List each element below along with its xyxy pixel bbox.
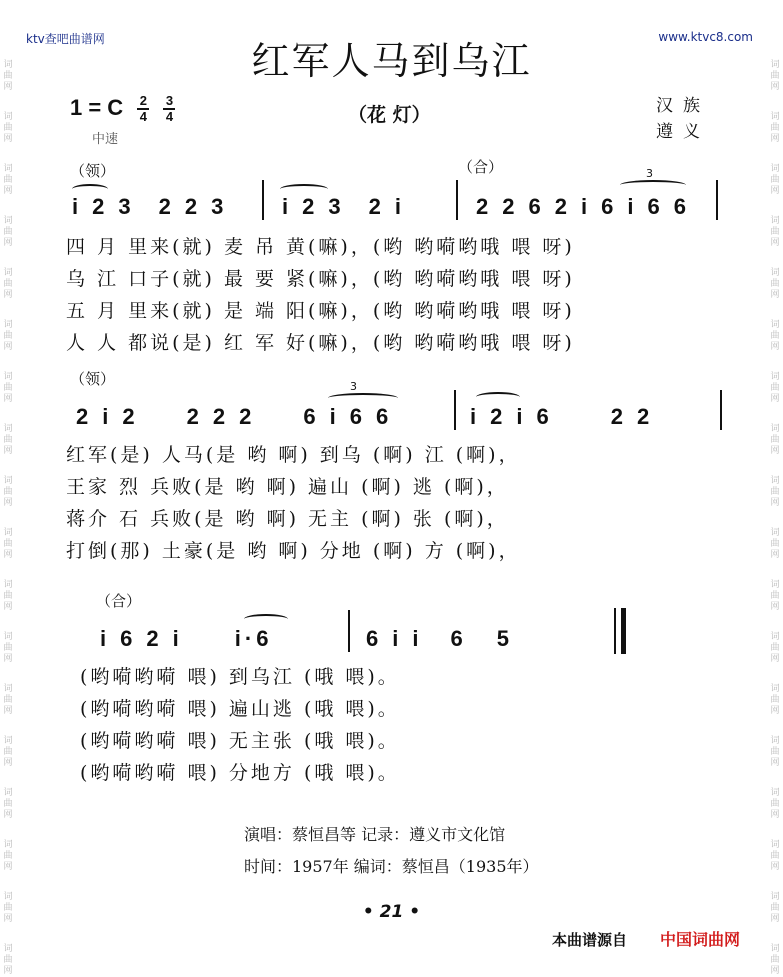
watermark-text: 词 曲 网 [3, 840, 13, 872]
watermark-text: 词 曲 网 [3, 112, 13, 144]
slur-mark [328, 393, 398, 403]
origin-ethnicity: 汉族 [656, 96, 710, 116]
watermark-text: 词 曲 网 [770, 216, 780, 248]
song-subtitle: （花 灯） [348, 104, 431, 126]
triplet-mark: 3 [646, 167, 653, 180]
watermark-text: 词 曲 网 [3, 892, 13, 924]
song-title: 红军人马到乌江 [251, 39, 532, 83]
watermark-text: 词 曲 网 [3, 372, 13, 404]
watermark-text: 词 曲 网 [3, 164, 13, 196]
watermark-text: 词 曲 网 [3, 528, 13, 560]
watermark-text: 词 曲 网 [3, 580, 13, 612]
watermark-text: 词 曲 网 [3, 632, 13, 664]
song-origin [656, 93, 710, 145]
lyric-line: 人 人 都说(是) 红 军 好(嘛)，(哟 哟嗬哟哦 喂 呀) [66, 332, 575, 354]
watermark-text: 词 曲 网 [770, 320, 780, 352]
watermark-text: 词 曲 网 [3, 424, 13, 456]
lyric-line: 乌 江 口子(就) 最 要 紧(嘛)，(哟 哟嗬哟哦 喂 呀) [66, 268, 575, 290]
origin-place: 遵义 [656, 122, 710, 142]
key-signature [70, 95, 175, 123]
watermark-text: 词 曲 网 [770, 60, 780, 92]
time-signature-2-4: $\frac{2}{4}$ [137, 95, 149, 123]
watermark-text: 词 曲 网 [770, 892, 780, 924]
page-number: • 21 • [362, 902, 421, 922]
watermark-text: 词 曲 网 [3, 684, 13, 716]
barline [348, 610, 350, 652]
watermark-text: 词 曲 网 [770, 944, 780, 976]
notes-system1-measure2: i 2 3 2 i [282, 194, 405, 219]
role-chorus-3: （合） [96, 592, 142, 610]
slur-mark [72, 184, 108, 194]
final-barline-thick [621, 608, 626, 654]
notes-system2-measure1: 2 i 2 2 2 2 6 i 6 6 [76, 404, 393, 429]
watermark-left [0, 0, 16, 975]
tempo-mark: 中速 [92, 132, 119, 147]
watermark-text: 词 曲 网 [3, 216, 13, 248]
watermark-text: 词 曲 网 [3, 268, 13, 300]
lyric-line: (哟嗬哟嗬 喂) 无主张 (哦 喂)。 [80, 730, 400, 752]
watermark-text: 词 曲 网 [770, 424, 780, 456]
barline [716, 180, 718, 220]
watermark-text: 词 曲 网 [3, 944, 13, 976]
lyric-line: 五 月 里来(就) 是 端 阳(嘛)，(哟 哟嗬哟哦 喂 呀) [66, 300, 575, 322]
lyric-line: (哟嗬哟嗬 喂) 遍山逃 (哦 喂)。 [80, 698, 400, 720]
lyric-line: 蒋介 石 兵败(是 哟 啊) 无主 (啊) 张 (啊)， [66, 508, 509, 530]
role-lead-1: （领） [70, 162, 116, 180]
credit-date-lyricist: 时间：1957年 编词：蔡恒昌（1935年） [244, 857, 539, 876]
final-barline-thin [614, 608, 616, 654]
source-label: 本曲谱源自 [552, 931, 628, 949]
lyric-line: 红军(是) 人马(是 哟 啊) 到乌 (啊) 江 (啊)， [66, 444, 521, 466]
barline [454, 390, 456, 430]
source-site-link[interactable]: 中国词曲网 [660, 930, 741, 949]
watermark-right [767, 0, 783, 975]
watermark-text: 词 曲 网 [770, 632, 780, 664]
slur-mark [280, 184, 328, 194]
barline [262, 180, 264, 220]
watermark-text: 词 曲 网 [770, 684, 780, 716]
credit-performer-recorder: 演唱：蔡恒昌等 记录：遵义市文化馆 [244, 825, 506, 844]
watermark-text: 词 曲 网 [770, 268, 780, 300]
slur-mark [476, 392, 520, 402]
watermark-text: 词 曲 网 [770, 580, 780, 612]
notes-system3-measure1: i 6 2 i i·6 [100, 626, 273, 651]
watermark-text: 词 曲 网 [770, 372, 780, 404]
notes-system1-measure1: i 2 3 2 2 3 [72, 194, 228, 219]
notes-system1-measure3: 2 2 6 2 i 6 i 6 6 [476, 194, 690, 219]
watermark-text: 词 曲 网 [770, 112, 780, 144]
lyric-line: 打倒(那) 土豪(是 哟 啊) 分地 (啊) 方 (啊)， [66, 540, 521, 562]
watermark-text: 词 曲 网 [3, 60, 13, 92]
lyric-line: (哟嗬哟嗬 喂) 分地方 (哦 喂)。 [80, 762, 400, 784]
lyric-line: (哟嗬哟嗬 喂) 到乌江 (哦 喂)。 [80, 666, 400, 688]
watermark-text: 词 曲 网 [3, 320, 13, 352]
watermark-text: 词 曲 网 [3, 476, 13, 508]
watermark-text: 词 曲 网 [770, 528, 780, 560]
watermark-text: 词 曲 网 [770, 788, 780, 820]
site-name-left[interactable]: ktv查吧曲谱网 [26, 32, 105, 46]
watermark-text: 词 曲 网 [770, 164, 780, 196]
barline [456, 180, 458, 220]
watermark-text: 词 曲 网 [770, 476, 780, 508]
time-signature-3-4: $\frac{3}{4}$ [163, 95, 175, 123]
slur-mark [244, 614, 288, 624]
lyric-line: 四 月 里来(就) 麦 吊 黄(嘛)，(哟 哟嗬哟哦 喂 呀) [66, 236, 575, 258]
triplet-mark: 3 [350, 380, 357, 393]
lyric-line: 王家 烈 兵败(是 哟 啊) 遍山 (啊) 逃 (啊)， [66, 476, 509, 498]
role-chorus-1: （合） [458, 158, 504, 176]
watermark-text: 词 曲 网 [770, 736, 780, 768]
watermark-text: 词 曲 网 [3, 736, 13, 768]
key-label: 1 = C [70, 95, 124, 120]
watermark-text: 词 曲 网 [3, 788, 13, 820]
role-lead-2: （领） [70, 370, 116, 388]
slur-mark [620, 180, 686, 190]
notes-system2-measure2: i 2 i 6 2 2 [470, 404, 654, 429]
barline [720, 390, 722, 430]
site-url-right[interactable]: www.ktvc8.com [658, 30, 753, 44]
watermark-text: 词 曲 网 [770, 840, 780, 872]
notes-system3-measure2: 6 i i 6 5 [366, 626, 513, 651]
